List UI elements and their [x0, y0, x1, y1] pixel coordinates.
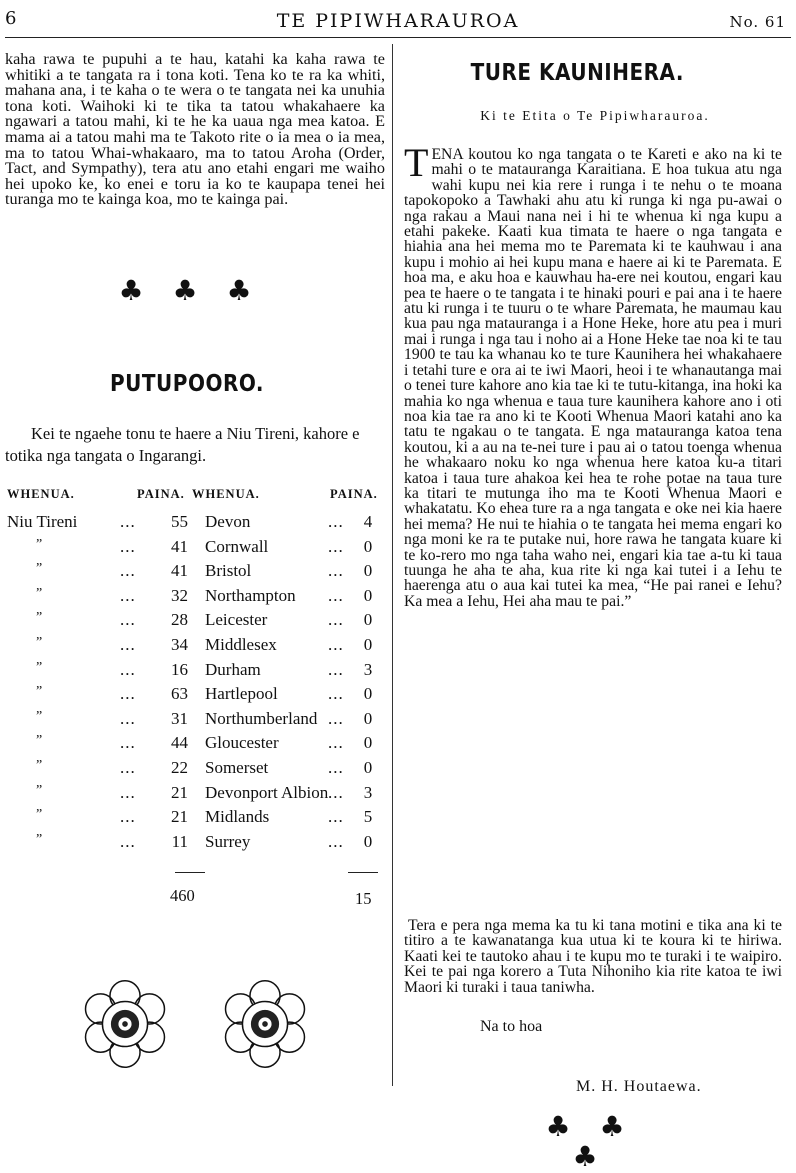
- dot-leader: ...: [328, 512, 344, 531]
- home-points: 21: [171, 807, 188, 827]
- opponent: Devon: [205, 512, 251, 531]
- total-rule-away: [348, 872, 378, 873]
- opponent-points: 0: [363, 585, 373, 605]
- home-country: ”: [36, 831, 43, 847]
- dot-leader: ...: [120, 807, 136, 827]
- letter-paragraph-2: Tera e pera nga mema ka tu ki tana motini e tika ana ki te titiro a te kawanatanga kua utua ki te koura ki te hiriwa. Kaati kei te tautoko ahau i te kupu mo te turaki i te waipiro. Kei te pai nga korero a Tuta Nihoniho kia rite katoa te iwi Maori ki turaki i taua taniwha.: [404, 917, 782, 996]
- home-points: 28: [171, 610, 188, 630]
- home-points: 21: [171, 782, 188, 802]
- dot-leader: ...: [328, 659, 344, 679]
- total-rule-home: [175, 872, 205, 873]
- page-number: 6: [5, 8, 17, 29]
- opponent: Somerset: [205, 758, 269, 777]
- opponent-points: 0: [363, 610, 373, 630]
- putupooro-title: PUTUPOORO.: [110, 369, 265, 397]
- header-whenua-home: WHENUA.: [7, 487, 75, 501]
- opponent-points: 0: [363, 684, 373, 704]
- dot-leader: ...: [120, 758, 136, 777]
- home-country: ”: [36, 585, 43, 601]
- home-points: 34: [171, 635, 188, 654]
- dot-leader: ...: [120, 684, 136, 704]
- opponent-points: 0: [363, 758, 373, 777]
- home-points: 41: [171, 561, 188, 581]
- letter-signer: M. H. Houtaewa.: [576, 1078, 702, 1095]
- dot-leader: ...: [328, 831, 344, 851]
- dot-leader: ...: [328, 635, 344, 654]
- opponent: Middlesex: [205, 635, 277, 654]
- dot-leader: ...: [328, 758, 344, 777]
- table-row: [0, 758, 392, 782]
- opponent-points: 3: [363, 782, 373, 802]
- header-paina-away: PAINA.: [330, 487, 378, 501]
- home-country: ”: [36, 758, 43, 773]
- table-row: [0, 660, 392, 684]
- dot-leader: ...: [120, 831, 136, 851]
- opponent-points: 4: [363, 512, 373, 531]
- opponent-points: 0: [363, 733, 373, 753]
- total-points-against: 15: [355, 889, 372, 908]
- opponent: Northumberland: [205, 708, 318, 728]
- dot-leader: ...: [328, 610, 344, 630]
- dot-leader: ...: [120, 708, 136, 728]
- table-row: [0, 684, 392, 708]
- opponent: Hartlepool: [205, 684, 278, 704]
- opponent-points: 0: [363, 708, 373, 728]
- table-row: [0, 512, 392, 536]
- letter-body-continued: [404, 918, 782, 995]
- table-row: [0, 807, 392, 831]
- opponent-points: 3: [363, 659, 373, 679]
- total-points-for: 460: [170, 886, 195, 905]
- putupooro-intro: Kei te ngaehe tonu te haere a Niu Tireni, kahore e totika nga tangata o Ingarangi.: [5, 424, 360, 465]
- dot-leader: ...: [120, 610, 136, 630]
- opponent: Cornwall: [205, 536, 269, 556]
- home-country: ”: [36, 635, 43, 650]
- letter-subtitle: Ki te Etita o Te Pipiwharauroa.: [480, 108, 710, 123]
- dot-leader: ...: [120, 536, 136, 556]
- opponent-points: 0: [363, 536, 373, 556]
- home-points: 41: [171, 536, 188, 556]
- dot-leader: ...: [120, 635, 136, 654]
- opponent: Devonport Albion: [205, 782, 329, 802]
- issue-number: No. 61: [729, 13, 786, 31]
- table-row: [0, 561, 392, 585]
- dot-leader: ...: [120, 585, 136, 605]
- home-points: 11: [171, 831, 188, 851]
- opponent: Durham: [205, 659, 261, 679]
- flower-ornament-icon: [78, 974, 172, 1074]
- home-points: 22: [171, 758, 188, 777]
- home-country: ”: [36, 708, 43, 724]
- table-row: [0, 733, 392, 757]
- table-row: [0, 586, 392, 610]
- home-country: ”: [36, 561, 43, 577]
- dot-leader: ...: [328, 782, 344, 802]
- opponent-points: 0: [363, 561, 373, 581]
- home-country: Niu Tireni: [7, 512, 78, 531]
- header-rule: [5, 37, 791, 38]
- ture-kaunihera-title: TURE KAUNIHERA.: [470, 58, 684, 86]
- flower-ornament-icon: [218, 974, 312, 1074]
- dot-leader: ...: [120, 659, 136, 679]
- dot-leader: ...: [120, 782, 136, 802]
- letter-signoff: Na to hoa: [480, 1018, 543, 1035]
- home-country: ”: [36, 782, 43, 798]
- article-paragraph: kaha rawa te pupuhi a te hau, katahi ka kaha rawa te whitiki a te tangata ra i tona koti. Tena ko te ra ka whiti, mahana ana, i te kaha o te wera o te tangata nei ka unuhia tona koti. Waihoki ki te tika ta tatou whakahaere ka ngawari a tatou mahi, ki te he ka uaua nga mea katoa. E mama ai a tatou mahi ma te Takoto rite o ia mea o ia mea, ma to tatou Whai-whakaaro, ma to tatou Aroha (Order, Tact, and Sympathy), tera atu ano etahi engari me waiho hei upoko ke, ko enei e toru ia ko te kaupapa tenei hei turanga mo te kainga koa, mo te kainga pai.: [5, 50, 385, 209]
- home-country: ”: [36, 659, 43, 675]
- home-points: 55: [171, 512, 188, 531]
- dot-leader: ...: [120, 512, 136, 531]
- table-row: [0, 783, 392, 807]
- dot-leader: ...: [328, 684, 344, 704]
- home-country: ”: [36, 536, 43, 552]
- home-points: 44: [171, 733, 188, 753]
- opponent: Northampton: [205, 585, 296, 605]
- home-points: 31: [171, 708, 188, 728]
- clubs-ornament-icon: ♣ ♣ ♣: [118, 274, 262, 307]
- opponent: Midlands: [205, 807, 270, 827]
- letter-paragraph-1-text: ENA koutou ko nga tangata o te Kareti e ako na ki te mahi o te matauranga Karaitiana. E hoa tukua atu nga wahi kupu nei kia rere i runga i te nehu o te moana tapokopoko a Tawhaki ahu atu ki runga ki nga pu-awai o nga rakau a Maui nana nei i hi te whenua ki nga kupu a etahi pakeke. Kaati kua timata te haere o nga tangata e hiahia ana hei mema mo te Paremata ki te kauhwau i ana kupu i mohio ai hei kupu mana e haere ai ki te Paremata. E hoa ma, e aku hoa e kauwhau ha-ere nei koutou, engari kau pea te haere o te tangata i te hinaki pouri e pai ana i te haere atu ki runga i te tuuru o te whare Paremata, he maumau kau kua pau nga matauranga i a Hone Heke, hore atu pea i muri mai i runga i nga tau i noho ai a Hone Heke tae noa ki te tau 1900 te tau ka whanau ko te ture Kaunihera hei whakahaere i tetahi ture e ora ai te iwi Maori, heoi i te whanautanga mai o tenei ture kahore ano kia tae ki te tutu-kitanga, ina hoki ka mahia ko nga whenua e taua ture kaunihera kahore ano i oti noa kia tae ra ano ki te Kooti Whenua Maori katahi ano ka tatu te ngakau o te tangata. E nga matauranga katoa tena koutou, ki a au na te-nei ture i pau ai o tatou toenga whenua he whakaaro noku ko nga whenua here katoa ku-a titari katoa i taua ture ahakoa kei hea te rohe potae na taua ture ka titari te mutunga iho ma te Kooti Whenua Maori e whakatatu. Ko ehea ture ra a nga tangata e oke nei kia haere hei mema? He nui te hiahia o te tangata hei mema engari ko nga moni ke ra te putake nui, hore rawa he tangata kuare ki te ko-rero mo nga taha waho nei, engari kia tae a-tu ki taua tuunga he aha te aha, kua rite ki nga kai tutei i a Iehu te haerenga atu o aua kai tutei ka mea, “He pai ranei e Iehu? Ka mea a Iehu, Hei aha mau te pai.”: [404, 146, 782, 610]
- opponent-points: 5: [363, 807, 373, 827]
- opponent: Bristol: [205, 561, 252, 581]
- dot-leader: ...: [120, 733, 136, 753]
- dot-leader: ...: [120, 561, 136, 581]
- opponent-points: 0: [363, 831, 373, 851]
- opponent-points: 0: [363, 635, 373, 654]
- home-points: 63: [171, 684, 188, 704]
- home-country: ”: [36, 610, 43, 626]
- home-points: 32: [171, 585, 188, 605]
- dot-leader: ...: [328, 733, 344, 753]
- letter-paragraph-1: [404, 140, 782, 610]
- running-title: TE PIPIWHARAUROA: [276, 10, 520, 32]
- opponent: Surrey: [205, 831, 251, 851]
- dot-leader: ...: [328, 807, 344, 827]
- opponent: Leicester: [205, 610, 268, 630]
- table-row: [0, 709, 392, 733]
- letter-body: [404, 140, 782, 610]
- home-country: ”: [36, 684, 43, 700]
- table-row: [0, 832, 392, 856]
- header-paina-home: PAINA.: [137, 487, 185, 501]
- header-whenua-away: WHENUA.: [192, 487, 260, 501]
- drop-cap: T: [404, 140, 429, 185]
- home-country: ”: [36, 807, 43, 823]
- clubs-ornament-icon: ♣ ♣ ♣: [545, 1110, 635, 1173]
- left-column-article: [5, 52, 385, 208]
- dot-leader: ...: [328, 536, 344, 556]
- dot-leader: ...: [328, 708, 344, 728]
- table-row: [0, 610, 392, 634]
- home-points: 16: [171, 659, 188, 679]
- table-row: [0, 635, 392, 659]
- opponent: Gloucester: [205, 733, 279, 753]
- table-row: [0, 537, 392, 561]
- home-country: ”: [36, 733, 43, 749]
- column-rule: [392, 44, 393, 1086]
- dot-leader: ...: [328, 561, 344, 581]
- dot-leader: ...: [328, 585, 344, 605]
